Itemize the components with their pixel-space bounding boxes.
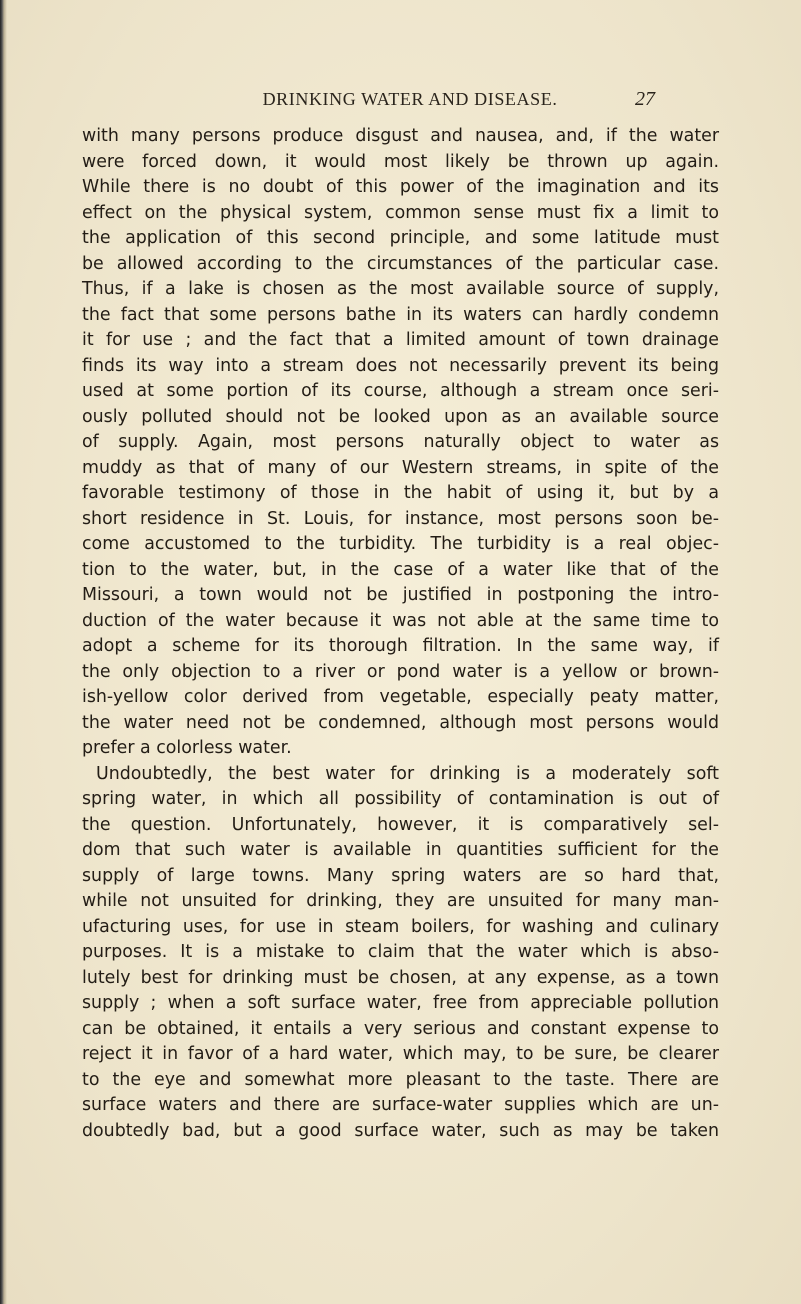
text-line: while not unsuited for drinking, they are unsuited for many man- (82, 891, 719, 911)
paragraph-first-line: Undoubtedly, the best water for drinking is a moderately soft (96, 763, 719, 784)
text-line: purposes. It is a mistake to claim that the water which is abso- (82, 942, 719, 962)
text-line: reject it in favor of a hard water, which may, to be sure, be clearer (82, 1044, 719, 1064)
text-line: ously polluted should not be looked upon as an available source (82, 406, 719, 427)
text-line: dom that such water is available in quantities sufficient for the (82, 840, 719, 860)
page-binding-edge (0, 0, 7, 1304)
paragraph-end-line: prefer a colorless water. (82, 738, 292, 758)
text-line: it for use ; and the fact that a limited amount of town drainage (82, 330, 719, 350)
page-header (0, 89, 801, 119)
text-line: of supply. Again, most persons naturally object to water as (82, 432, 719, 452)
page-number: 27 (635, 88, 655, 110)
text-line: doubtedly bad, but a good surface water, such as may be taken (82, 1120, 719, 1141)
text-line: effect on the physical system, common sense must fix a limit to (82, 202, 719, 223)
text-line: the application of this second principle, and some latitude must (82, 228, 719, 248)
text-line: Thus, if a lake is chosen as the most available source of supply, (82, 279, 719, 299)
text-line: muddy as that of many of our Western streams, in spite of the (82, 457, 719, 478)
text-line: ufacturing uses, for use in steam boilers, for washing and culinary (82, 916, 719, 937)
text-line: be allowed according to the circumstances of the particular case. (82, 253, 719, 274)
running-title: DRINKING WATER AND DISEASE. (262, 89, 558, 109)
text-line: were forced down, it would most likely be thrown up again. (82, 151, 719, 172)
text-line: duction of the water because it was not able at the same time to (82, 610, 719, 631)
text-line: adopt a scheme for its thorough filtration. In the same way, if (82, 636, 719, 656)
text-line: the only objection to a river or pond water is a yellow or brown- (82, 661, 719, 682)
text-line: supply of large towns. Many spring waters are so hard that, (82, 865, 719, 886)
text-line: favorable testimony of those in the habit of using it, but by a (82, 483, 719, 503)
text-line: the fact that some persons bathe in its waters can hardly condemn (82, 304, 719, 325)
text-line: the question. Unfortunately, however, it is comparatively sel- (82, 814, 719, 835)
text-line: supply ; when a soft surface water, free from appreciable pollution (82, 993, 719, 1013)
text-line: Missouri, a town would not be justified in postponing the intro- (82, 585, 719, 605)
text-line: surface waters and there are surface-water supplies which are un- (82, 1095, 719, 1115)
text-line: ish-yellow color derived from vegetable, especially peaty matter, (82, 687, 719, 707)
text-line: with many persons produce disgust and nausea, and, if the water (82, 126, 719, 146)
text-line: finds its way into a stream does not necessarily prevent its being (82, 355, 719, 376)
text-line: can be obtained, it entails a very serious and constant expense to (82, 1018, 719, 1039)
text-line: come accustomed to the turbidity. The turbidity is a real objec- (82, 534, 719, 554)
text-line: spring water, in which all possibility of contamination is out of (82, 789, 719, 809)
text-line: short residence in St. Louis, for instance, most persons soon be- (82, 508, 719, 529)
text-line: to the eye and somewhat more pleasant to the taste. There are (82, 1069, 719, 1090)
text-line: While there is no doubt of this power of the imagination and its (82, 177, 719, 197)
body-text (82, 124, 719, 1144)
text-line: the water need not be condemned, although most persons would (82, 712, 719, 733)
text-line: tion to the water, but, in the case of a water like that of the (82, 559, 719, 580)
text-line: used at some portion of its course, although a stream once seri- (82, 381, 719, 401)
text-line: lutely best for drinking must be chosen, at any expense, as a town (82, 967, 719, 988)
